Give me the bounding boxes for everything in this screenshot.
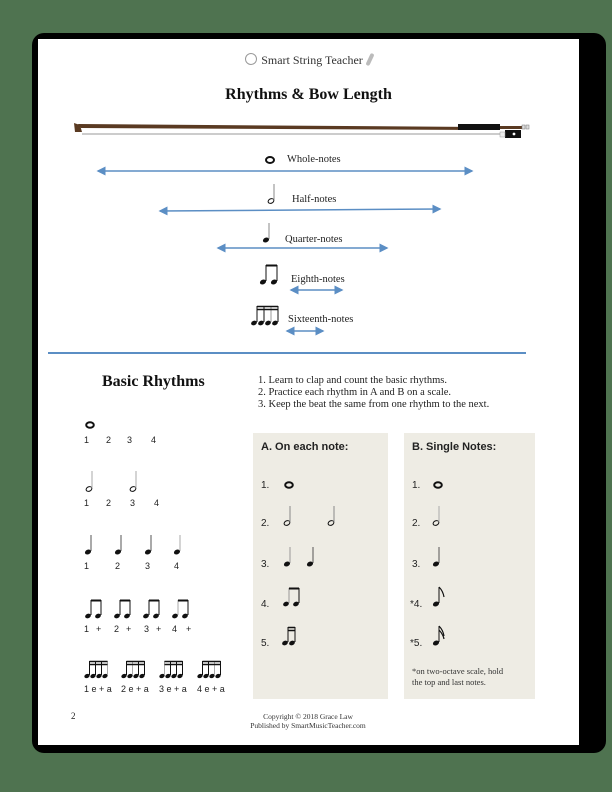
count-label: 4	[174, 561, 180, 571]
count-label: 1	[84, 498, 90, 508]
item-number: 1.	[261, 480, 270, 491]
count-label: 1	[84, 435, 90, 445]
count-label: 1 e + a	[84, 684, 112, 694]
label-eighth-notes: Eighth-notes	[291, 274, 345, 285]
count-label: 2	[114, 624, 120, 634]
half-note-icon	[283, 506, 290, 526]
publisher-text: Published by SmartMusicTeacher.com	[250, 721, 366, 730]
item-number: 3.	[412, 559, 421, 570]
label-sixteenth-notes: Sixteenth-notes	[288, 314, 354, 325]
count-label: +	[156, 624, 162, 634]
item-number: 1.	[412, 480, 421, 491]
count-label: 2 e + a	[121, 684, 149, 694]
footer-credits	[208, 712, 408, 730]
instruction-1: 1. Learn to clap and count the basic rhythms.	[258, 375, 447, 386]
half-note-icon	[432, 506, 439, 526]
count-label: +	[126, 624, 132, 634]
label-quarter-notes: Quarter-notes	[285, 234, 343, 245]
sixteenth-note-icon	[432, 626, 444, 646]
sixteenth-notes-icon	[281, 627, 295, 646]
footnote-line: *on two-octave scale, hold	[412, 666, 504, 676]
quarter-note-icon	[432, 547, 440, 567]
item-number: 2.	[412, 518, 421, 529]
count-label: 3	[144, 624, 150, 634]
count-label: 2	[115, 561, 121, 571]
item-number: 5.	[261, 638, 270, 649]
count-label: 1	[84, 561, 90, 571]
box-notation	[38, 39, 579, 745]
quarter-note-icon	[283, 547, 291, 567]
whole-note-icon	[434, 482, 442, 488]
page-number: 2	[71, 711, 76, 721]
brand-name: Smart String Teacher	[261, 53, 363, 67]
item-number: 4.	[261, 599, 270, 610]
count-label: 4	[172, 624, 178, 634]
worksheet-page	[38, 39, 579, 745]
count-label: 2	[106, 435, 112, 445]
item-number: 2.	[261, 518, 270, 529]
count-label: +	[96, 624, 102, 634]
copyright-text: Copyright © 2018 Grace Law	[263, 712, 353, 721]
item-number: *5.	[410, 638, 423, 649]
instruction-2: 2. Practice each rhythm in A and B on a scale.	[258, 387, 452, 398]
count-label: 1	[84, 624, 90, 634]
eighth-notes-icon	[282, 588, 299, 607]
footnote-line: the top and last notes.	[412, 677, 486, 687]
whole-note-icon	[285, 482, 293, 488]
quarter-note-icon	[306, 547, 314, 567]
count-label: 3	[127, 435, 133, 445]
count-label: +	[186, 624, 192, 634]
basic-rhythms-title: Basic Rhythms	[102, 373, 205, 390]
label-half-notes: Half-notes	[292, 194, 337, 205]
instruction-3: 3. Keep the beat the same from one rhythm to the next.	[258, 399, 490, 410]
count-label: 4 e + a	[197, 684, 225, 694]
count-label: 3	[145, 561, 151, 571]
count-label: 4	[154, 498, 160, 508]
eighth-note-icon	[432, 587, 444, 607]
count-label: 3	[130, 498, 136, 508]
box-a-title: A. On each note:	[261, 441, 349, 453]
half-note-icon	[327, 506, 334, 526]
page-title: Rhythms & Bow Length	[225, 86, 392, 103]
count-label: 3 e + a	[159, 684, 187, 694]
item-number: *4.	[410, 599, 423, 610]
count-label: 4	[151, 435, 157, 445]
label-whole-notes: Whole-notes	[287, 154, 341, 165]
count-label: 2	[106, 498, 112, 508]
item-number: 3.	[261, 559, 270, 570]
box-b-title: B. Single Notes:	[412, 441, 497, 453]
